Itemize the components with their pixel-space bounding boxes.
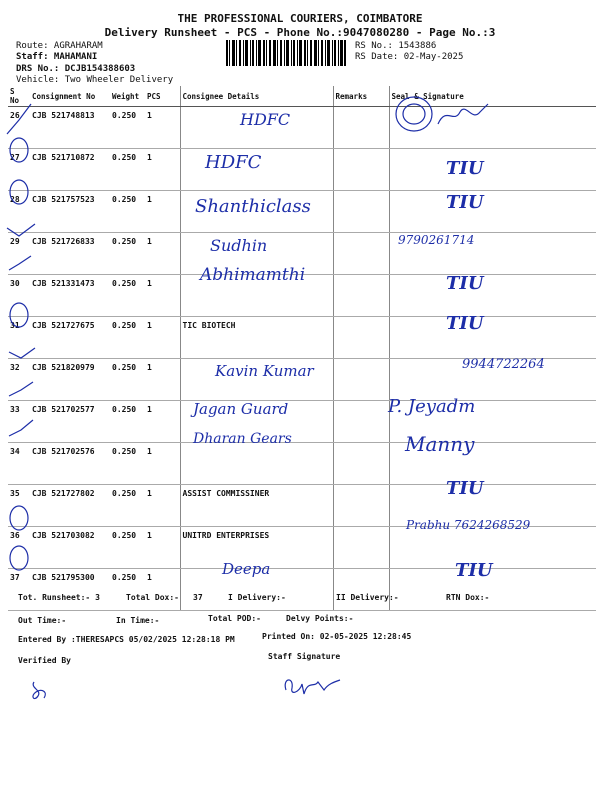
handwritten-consignee: Kavin Kumar [215, 362, 314, 380]
tot-runsheet: Tot. Runsheet:- 3 [18, 593, 100, 602]
col-pcs: PCS [145, 86, 180, 107]
handwritten-signature: TIU [455, 560, 493, 581]
handwritten-signature: 9944722264 [462, 357, 545, 372]
sno: 30 [8, 275, 30, 317]
pcs: 1 [145, 275, 180, 317]
sno: 35 [8, 485, 30, 527]
consignment-no: CJB 521748813 [30, 107, 110, 149]
barcode-icon [226, 40, 346, 66]
seal-signature [389, 191, 596, 233]
col-sno: S No [8, 86, 30, 107]
consignee-details: TIC BIOTECH [180, 317, 333, 359]
remarks [333, 401, 389, 443]
table-row [8, 569, 596, 611]
pcs: 1 [145, 527, 180, 569]
consignment-no: CJB 521702577 [30, 401, 110, 443]
seal-signature [389, 275, 596, 317]
col-weight: Weight [110, 86, 145, 107]
sno: 32 [8, 359, 30, 401]
rs-date: RS Date: 02-May-2025 [355, 52, 464, 62]
col-consignee: Consignee Details [180, 86, 333, 107]
table-row [8, 317, 596, 359]
col-signature: Seal & Signature [389, 86, 596, 107]
delvy-points: Delvy Points:- [286, 614, 354, 623]
remarks [333, 443, 389, 485]
table-row [8, 527, 596, 569]
handwritten-consignee: HDFC [240, 110, 291, 129]
drs-number: DRS No.: DCJB154388603 [16, 64, 136, 74]
remarks [333, 317, 389, 359]
sno: 33 [8, 401, 30, 443]
table-row [8, 401, 596, 443]
sno: 37 [8, 569, 30, 611]
weight: 0.250 [110, 317, 145, 359]
consignment-no: CJB 521710872 [30, 149, 110, 191]
total-dox-value: 37 [193, 593, 203, 602]
weight: 0.250 [110, 485, 145, 527]
seal-signature [389, 149, 596, 191]
consignment-no: CJB 521820979 [30, 359, 110, 401]
seal-signature [389, 317, 596, 359]
table-row [8, 443, 596, 485]
pcs: 1 [145, 359, 180, 401]
handwritten-signature: P. Jeyadm [388, 396, 476, 417]
sno: 31 [8, 317, 30, 359]
weight: 0.250 [110, 107, 145, 149]
handwritten-signature: Prabhu 7624268529 [406, 518, 531, 532]
remarks [333, 233, 389, 275]
handwritten-signature: Manny [405, 432, 475, 456]
sno: 29 [8, 233, 30, 275]
weight: 0.250 [110, 149, 145, 191]
consignment-no: CJB 521726833 [30, 233, 110, 275]
pcs: 1 [145, 401, 180, 443]
consignee-details: UNITRD ENTERPRISES [180, 527, 333, 569]
pcs: 1 [145, 443, 180, 485]
pcs: 1 [145, 317, 180, 359]
verifier-signature-icon [28, 678, 58, 704]
remarks [333, 149, 389, 191]
in-time: In Time:- [116, 616, 160, 625]
handwritten-signature: 9790261714 [398, 233, 475, 247]
pcs: 1 [145, 191, 180, 233]
consignment-no: CJB 521703082 [30, 527, 110, 569]
check-marks-icon [5, 100, 45, 580]
handwritten-signature: TIU [446, 478, 484, 499]
remarks [333, 527, 389, 569]
table-row [8, 107, 596, 149]
handwritten-consignee: Deepa [222, 560, 271, 578]
rtn-dox: RTN Dox:- [446, 593, 490, 602]
bank-stamp-icon [388, 94, 498, 134]
handwritten-consignee: Shanthiclass [195, 196, 311, 217]
weight: 0.250 [110, 569, 145, 611]
remarks [333, 107, 389, 149]
pcs: 1 [145, 569, 180, 611]
handwritten-consignee: Jagan Guard [193, 400, 289, 418]
sno: 36 [8, 527, 30, 569]
handwritten-consignee: HDFC [205, 152, 262, 173]
handwritten-signature: TIU [446, 273, 484, 294]
staff-label: Staff: MAHAMANI [16, 52, 98, 62]
handwritten-signature: TIU [446, 313, 484, 334]
col-consignment: Consignment No [30, 86, 110, 107]
verified-by: Verified By [18, 656, 71, 665]
pcs: 1 [145, 149, 180, 191]
pcs: 1 [145, 233, 180, 275]
sno: 27 [8, 149, 30, 191]
pcs: 1 [145, 107, 180, 149]
sno: 26 [8, 107, 30, 149]
weight: 0.250 [110, 401, 145, 443]
i-delivery: I Delivery:- [228, 593, 286, 602]
runsheet-table [8, 86, 596, 611]
remarks [333, 485, 389, 527]
table-header-row [8, 86, 596, 107]
handwritten-consignee: Sudhin [210, 236, 268, 255]
handwritten-consignee: Abhimamthi [200, 265, 306, 285]
consignment-no: CJB 521727802 [30, 485, 110, 527]
remarks [333, 191, 389, 233]
consignee-details [180, 443, 333, 485]
out-time: Out Time:- [18, 616, 67, 625]
col-remarks: Remarks [333, 86, 389, 107]
entered-by: Entered By :THERESAPCS 05/02/2025 12:28:18 PM [18, 635, 235, 644]
weight: 0.250 [110, 359, 145, 401]
handwritten-consignee: Dharan Gears [193, 431, 292, 447]
vehicle-label: Vehicle: Two Wheeler Delivery [16, 75, 174, 85]
remarks [333, 275, 389, 317]
sno: 34 [8, 443, 30, 485]
consignment-no: CJB 521331473 [30, 275, 110, 317]
weight: 0.250 [110, 443, 145, 485]
consignment-no: CJB 521727675 [30, 317, 110, 359]
staff-signature-label: Staff Signature [268, 652, 341, 661]
consignment-no: CJB 521795300 [30, 569, 110, 611]
ii-delivery: II Delivery:- [336, 593, 399, 602]
consignment-no: CJB 521757523 [30, 191, 110, 233]
remarks [333, 359, 389, 401]
handwritten-signature: TIU [446, 192, 484, 213]
runsheet-subtitle: Delivery Runsheet - PCS - Phone No.:9047080280 - Page No.:3 [104, 26, 496, 39]
consignee-details: ASSIST COMMISSINER [180, 485, 333, 527]
consignment-no: CJB 521702576 [30, 443, 110, 485]
total-pod: Total POD:- [208, 614, 261, 623]
remarks [333, 569, 389, 611]
sno: 28 [8, 191, 30, 233]
weight: 0.250 [110, 275, 145, 317]
pcs: 1 [145, 485, 180, 527]
rs-number: RS No.: 1543886 [355, 41, 437, 51]
handwritten-signature: TIU [446, 158, 484, 179]
weight: 0.250 [110, 527, 145, 569]
company-title: THE PROFESSIONAL COURIERS, COIMBATORE [177, 12, 423, 25]
staff-signature-icon [280, 670, 350, 700]
table-row [8, 149, 596, 191]
printed-on: Printed On: 02-05-2025 12:28:45 [262, 632, 412, 641]
weight: 0.250 [110, 191, 145, 233]
total-dox-label: Total Dox:- [126, 593, 179, 602]
route-label: Route: AGRAHARAM [16, 41, 103, 51]
weight: 0.250 [110, 233, 145, 275]
